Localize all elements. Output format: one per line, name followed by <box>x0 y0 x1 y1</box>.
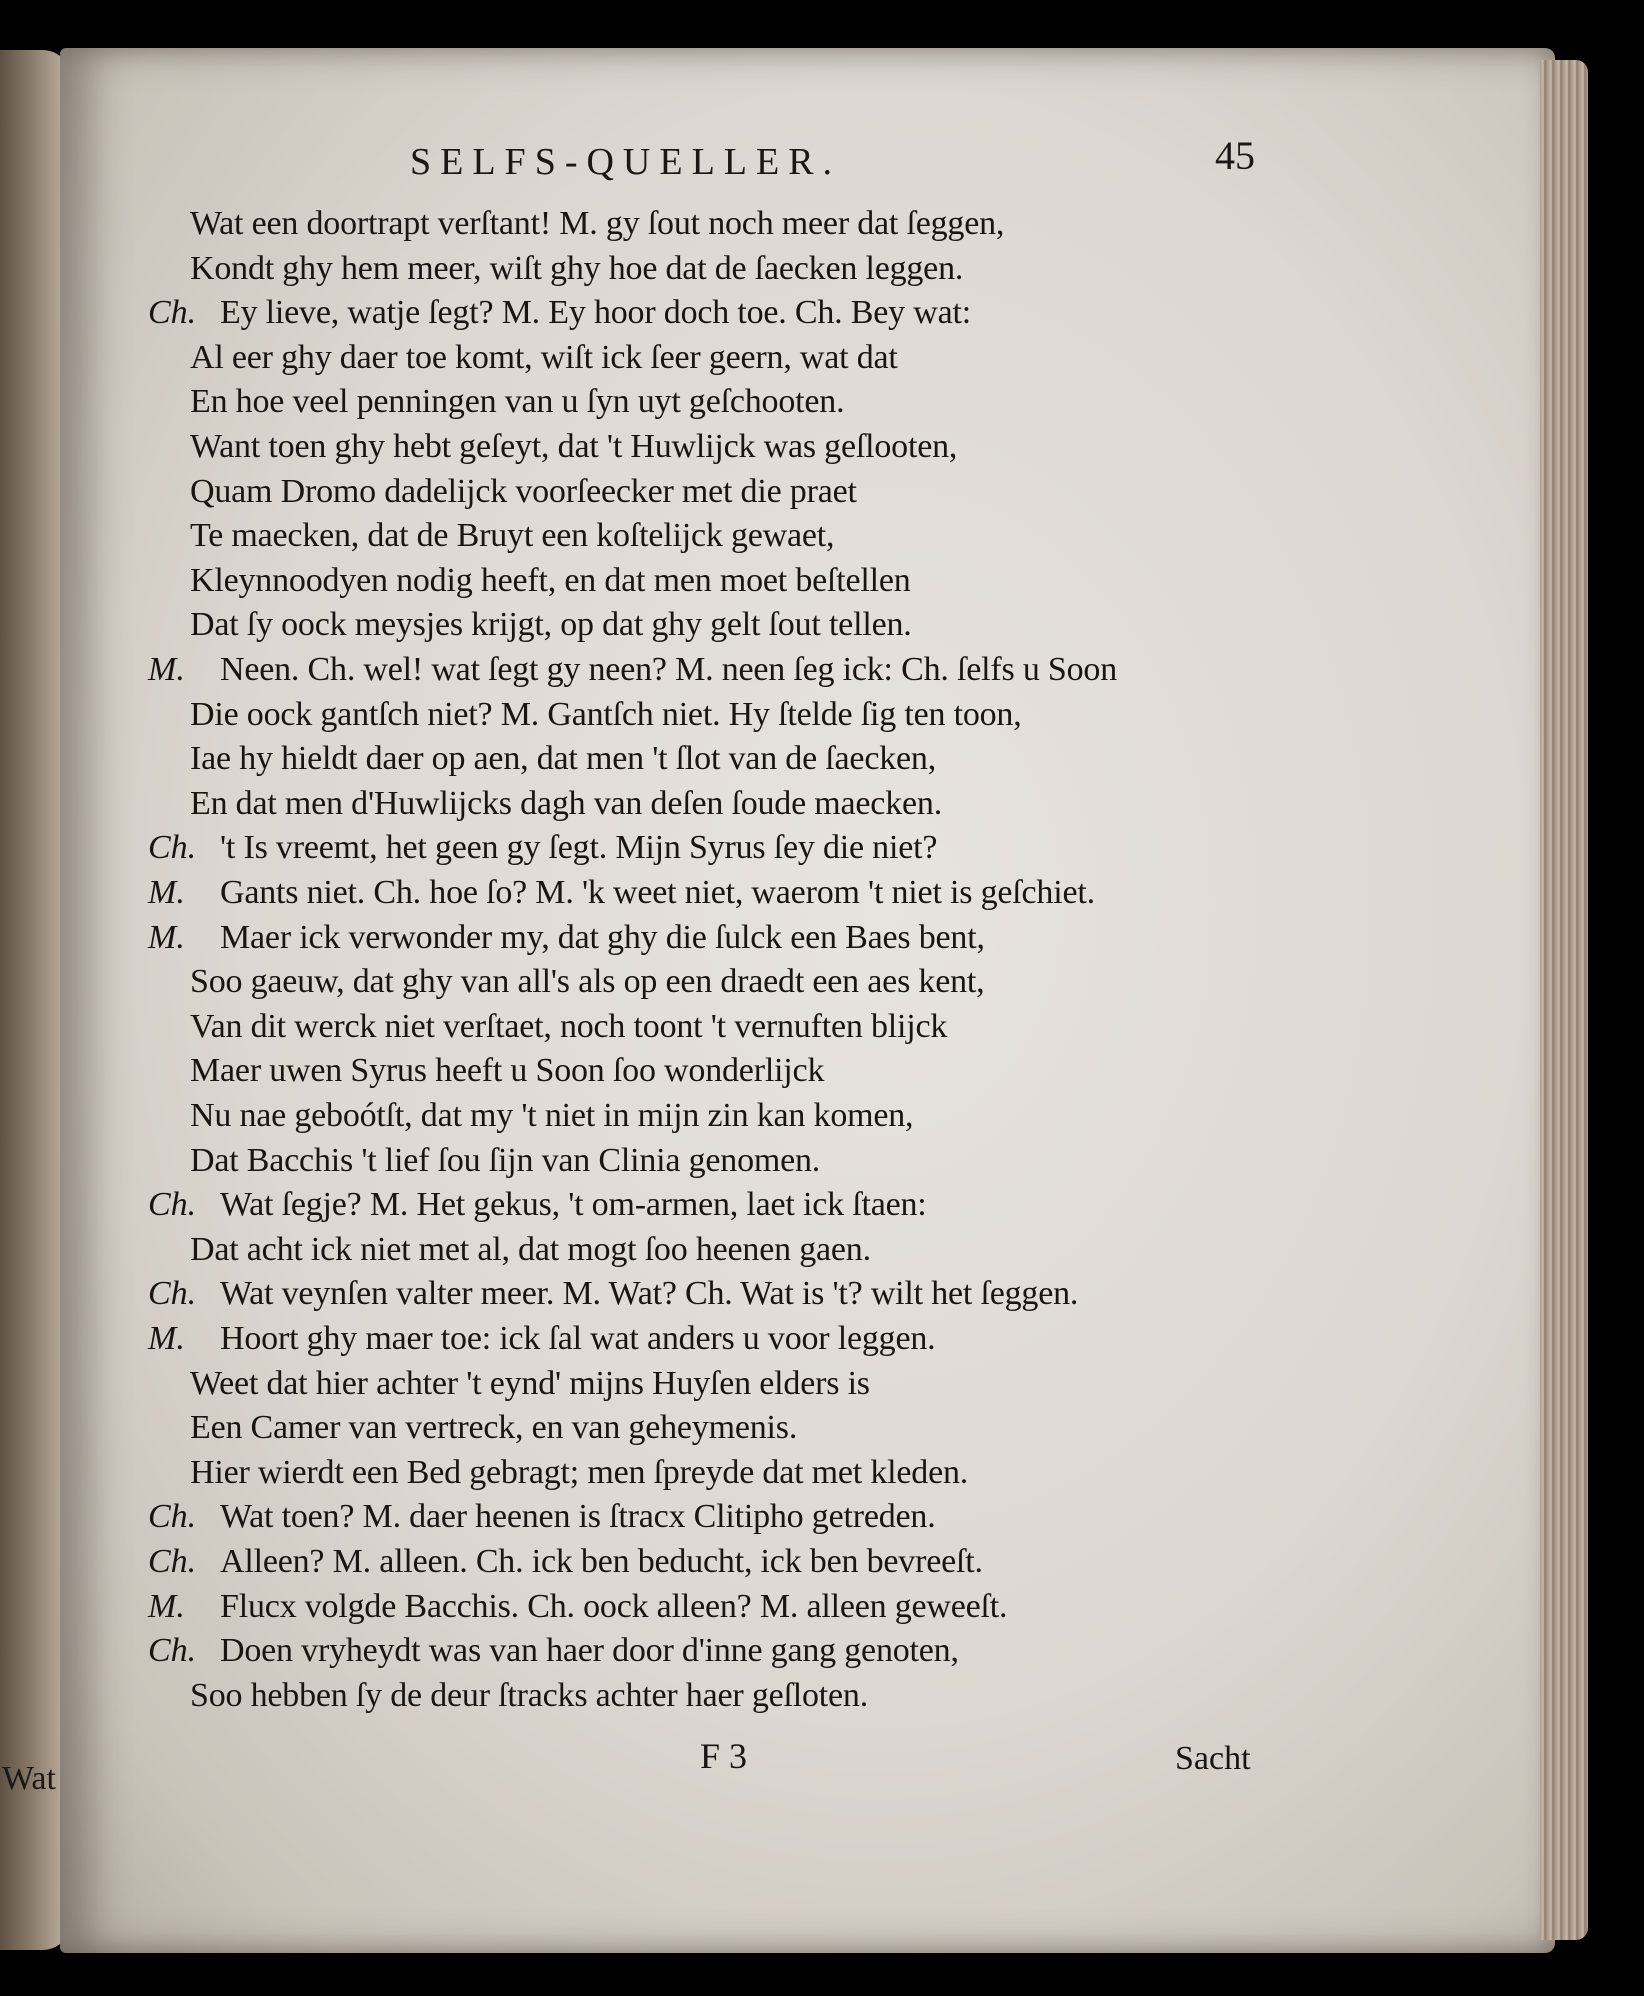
verse-line: Te maecken, dat de Bruyt een koſtelijck gewaet, <box>190 517 835 555</box>
verse-line: Hier wierdt een Bed gebragt; men ſpreyde dat met kleden. <box>190 1453 969 1491</box>
verse-line: Een Camer van vertreck, en van geheymenis. <box>190 1409 798 1447</box>
verse-line: Nu nae geboótſt, dat my 't niet in mijn zin kan komen, <box>190 1097 914 1134</box>
verse-line: Ey lieve, watje ſegt? M. Ey hoor doch toe. Ch. Bey wat: <box>220 294 971 332</box>
verse-line: Quam Dromo dadelijck voorſeecker met die praet <box>190 472 857 510</box>
verse-line: Die oock gantſch niet? M. Gantſch niet. Hy ſtelde ſig ten toon, <box>190 695 1022 733</box>
verse-line: Dat ſy oock meysjes krijgt, op dat ghy gelt ſout tellen. <box>190 606 912 644</box>
verse-line: Weet dat hier achter 't eynd' mijns Huyſen elders is <box>190 1364 870 1402</box>
verse-line: Hoort ghy maer toe: ick ſal wat anders u voor leggen. <box>220 1320 936 1357</box>
verse-line: En hoe veel penningen van u ſyn uyt geſchooten. <box>190 383 845 421</box>
speaker-label: M. <box>148 1320 185 1357</box>
speaker-label: M. <box>148 874 185 911</box>
verse-line: Gants niet. Ch. hoe ſo? M. 'k weet niet, waerom 't niet is geſchiet. <box>220 874 1095 911</box>
verse-line: Want toen ghy hebt geſeyt, dat 't Huwlijck was geſlooten, <box>190 428 958 465</box>
verse-line: Al eer ghy daer toe komt, wiſt ick ſeer geern, wat dat <box>190 338 898 376</box>
speaker-label: M. <box>148 918 185 956</box>
verse-line: Maer ick verwonder my, dat ghy die ſulck een Baes bent, <box>220 918 985 956</box>
page-number: 45 <box>1215 133 1255 178</box>
speaker-label: Ch. <box>148 1543 197 1580</box>
verse-line: Neen. Ch. wel! wat ſegt gy neen? M. neen ſeg ick: Ch. ſelfs u Soon <box>220 651 1118 688</box>
verse-line: Wat ſegje? M. Het gekus, 't om-armen, laet ick ſtaen: <box>220 1186 927 1224</box>
verse-line: Maer uwen Syrus heeft u Soon ſoo wonderlijck <box>190 1052 825 1090</box>
signature-mark: F 3 <box>700 1736 748 1776</box>
speaker-label: Ch. <box>148 1275 197 1313</box>
verse-line: Kleynnoodyen nodig heeft, en dat men moet beſtellen <box>190 561 911 599</box>
left-page-catchword: Wat <box>2 1760 56 1797</box>
catchword: Sacht <box>1175 1740 1251 1777</box>
verse-line: Iae hy hieldt daer op aen, dat men 't ſlot van de ſaecken, <box>190 740 936 778</box>
verse-line: Kondt ghy hem meer, wiſt ghy hoe dat de ſaecken leggen. <box>190 249 964 287</box>
running-head: SELFS-QUELLER. <box>410 141 842 183</box>
verse-line: Van dit werck niet verſtaet, noch toont 't vernuften blijck <box>190 1007 948 1045</box>
verse-line: Wat een doortrapt verſtant! M. gy ſout noch meer dat ſeggen, <box>190 205 1005 242</box>
verse-line: Flucx volgde Bacchis. Ch. oock alleen? M. alleen geweeſt. <box>220 1587 1008 1625</box>
verse-line: Wat veynſen valter meer. M. Wat? Ch. Wat is 't? wilt het ſeggen. <box>220 1275 1079 1313</box>
speaker-label: Ch. <box>148 1498 197 1536</box>
verse-line: Dat Bacchis 't lief ſou ſijn van Clinia genomen. <box>190 1141 821 1179</box>
verse-line: Soo hebben ſy de deur ſtracks achter haer geſloten. <box>190 1676 869 1714</box>
speaker-label: M. <box>148 651 185 688</box>
speaker-label: Ch. <box>148 294 197 332</box>
speaker-label: Ch. <box>148 1186 197 1224</box>
verse-line: En dat men d'Huwlijcks dagh van deſen ſoude maecken. <box>190 784 942 822</box>
verse-line: Wat toen? M. daer heenen is ſtracx Clitipho getreden. <box>220 1498 936 1536</box>
speaker-label: Ch. <box>148 1632 197 1670</box>
verse-line: Soo gaeuw, dat ghy van all's als op een draedt een aes kent, <box>190 963 985 1001</box>
speaker-label: M. <box>148 1587 185 1625</box>
verse-line: Dat acht ick niet met al, dat mogt ſoo heenen gaen. <box>190 1230 871 1268</box>
verse-line: Doen vryheydt was van haer door d'inne gang genoten, <box>220 1632 959 1670</box>
speaker-label: Ch. <box>148 829 197 867</box>
verse-line: Alleen? M. alleen. Ch. ick ben beducht, ick ben bevreeſt. <box>220 1543 983 1580</box>
verse-line: 't Is vreemt, het geen gy ſegt. Mijn Syrus ſey die niet? <box>220 829 938 867</box>
